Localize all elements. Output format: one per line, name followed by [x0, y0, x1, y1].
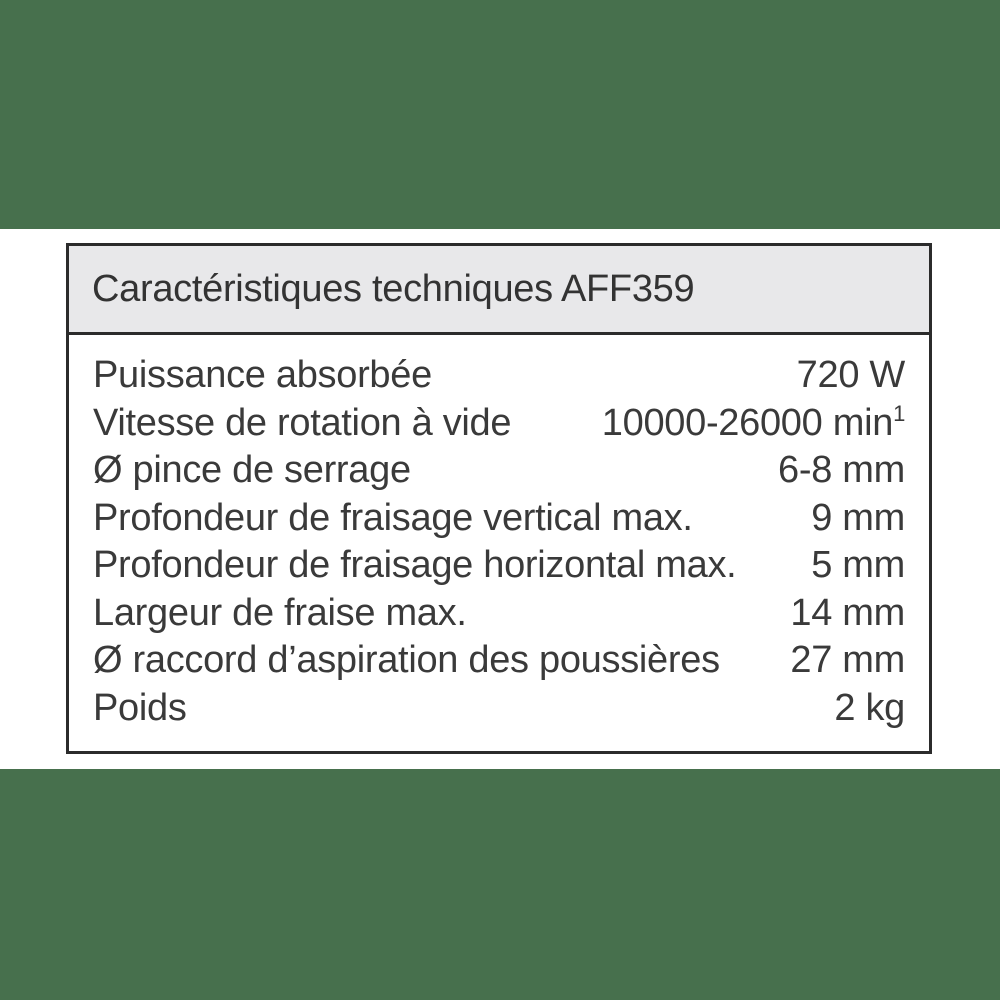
spec-value: 27 mm: [790, 639, 905, 681]
spec-label: Ø pince de serrage: [93, 449, 411, 491]
table-row: [93, 352, 905, 400]
spec-label: Puissance absorbée: [93, 354, 432, 396]
spec-value: 720 W: [796, 354, 905, 396]
spec-label: Ø raccord d’aspiration des poussières: [93, 639, 720, 681]
spec-label: Vitesse de rotation à vide: [93, 401, 512, 444]
spec-value: 14 mm: [790, 591, 905, 634]
spec-value: 5 mm: [811, 544, 905, 586]
spec-label: Poids: [93, 686, 187, 729]
table-title: Caractéristiques techniques AFF359: [69, 246, 929, 335]
spec-label: Profondeur de fraisage vertical max.: [93, 496, 693, 539]
table-row: [93, 590, 905, 638]
bottom-green-band: [0, 769, 1000, 1000]
spec-value: 9 mm: [811, 496, 905, 539]
spec-label: Profondeur de fraisage horizontal max.: [93, 544, 737, 586]
table-row: [93, 637, 905, 685]
spec-value: 6-8 mm: [778, 449, 905, 491]
spec-value: 2 kg: [834, 686, 905, 729]
spec-label: Largeur de fraise max.: [93, 591, 467, 634]
table-row: [93, 685, 905, 733]
technical-specs-table: [66, 243, 932, 754]
table-row: [93, 495, 905, 543]
table-body: [69, 335, 929, 732]
spec-value: 10000-26000 $\min^1$: [601, 400, 905, 444]
table-row: [93, 542, 905, 590]
table-row: [93, 447, 905, 495]
top-green-band: [0, 0, 1000, 229]
table-row: [93, 400, 905, 448]
